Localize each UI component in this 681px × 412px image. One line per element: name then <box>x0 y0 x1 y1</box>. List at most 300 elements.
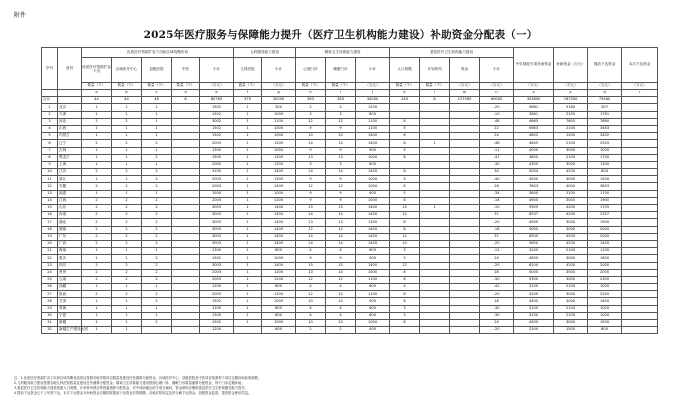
row-cell <box>172 284 200 291</box>
row-cell: 5200 <box>514 291 554 298</box>
row-cell <box>420 197 450 204</box>
row-cell: 14 <box>326 233 356 240</box>
row-cell <box>172 125 200 132</box>
index-cell: l <box>420 90 450 97</box>
row-cell: 2 <box>142 262 172 269</box>
row-cell <box>420 190 450 197</box>
row-cell <box>420 118 450 125</box>
row-cell <box>622 248 658 255</box>
row-cell: 6 <box>390 197 420 204</box>
row-cell: 1 <box>234 147 262 154</box>
row-cell: 3000 <box>554 147 588 154</box>
row-cell: 4300 <box>514 161 554 168</box>
row-cell <box>622 133 658 140</box>
row-cell: 2 <box>112 226 142 233</box>
row-region: 江西 <box>58 197 82 204</box>
row-cell: 1 <box>82 248 112 255</box>
row-cell: -12 <box>480 248 514 255</box>
row-cell: 2000 <box>588 269 622 276</box>
row-cell: 4200 <box>554 240 588 247</box>
header-region: 省份 <box>58 48 82 90</box>
row-region: 山东 <box>58 205 82 212</box>
row-cell <box>420 240 450 247</box>
row-cell <box>622 212 658 219</box>
row-cell: -42 <box>480 284 514 291</box>
row-cell: 2 <box>112 240 142 247</box>
unit-cell: 数量（个） <box>112 83 142 90</box>
row-cell: 1000 <box>262 320 296 327</box>
row-region: 河南 <box>58 212 82 219</box>
row-cell: 4500 <box>554 233 588 240</box>
row-cell: 2000 <box>588 226 622 233</box>
row-cell: 4000 <box>554 183 588 190</box>
row-cell <box>450 248 480 255</box>
row-cell <box>622 305 658 312</box>
header-group1: 优质医疗资源扩容下沉和区域均衡布局 <box>82 48 234 58</box>
row-cell: 34 <box>480 169 514 176</box>
row-cell: 1700 <box>588 154 622 161</box>
row-cell <box>622 269 658 276</box>
row-cell <box>622 111 658 118</box>
row-cell: 3100 <box>200 169 234 176</box>
row-cell: 1 <box>234 190 262 197</box>
row-cell: 1200 <box>262 176 296 183</box>
row-cell: 1 <box>142 284 172 291</box>
row-cell: 1 <box>82 320 112 327</box>
index-cell <box>42 90 58 97</box>
row-cell: 1 <box>234 233 262 240</box>
header-g2-a: 儿科医院 <box>234 58 262 83</box>
table-row <box>42 312 658 319</box>
row-cell <box>450 212 480 219</box>
row-cell: 1100 <box>588 248 622 255</box>
row-cell: 3 <box>326 111 356 118</box>
row-cell: 1 <box>112 305 142 312</box>
row-cell: 13 <box>326 219 356 226</box>
row-cell <box>420 305 450 312</box>
row-cell: 5905 <box>514 205 554 212</box>
row-cell: 12 <box>326 183 356 190</box>
row-cell <box>420 298 450 305</box>
row-region: 江苏 <box>58 169 82 176</box>
row-cell: 1 <box>142 312 172 319</box>
row-cell: 5000 <box>514 226 554 233</box>
row-cell: 2 <box>296 104 326 111</box>
row-cell <box>622 320 658 327</box>
row-cell: 10 <box>296 133 326 140</box>
row-cell: -34 <box>480 190 514 197</box>
row-cell: 3 <box>390 312 420 319</box>
table-row <box>42 197 658 204</box>
table-row <box>42 176 658 183</box>
row-cell: 12 <box>296 226 326 233</box>
total-cell: 8 <box>172 97 200 104</box>
row-cell: 1 <box>82 255 112 262</box>
table-row <box>42 219 658 226</box>
total-cell: 363 <box>296 97 326 104</box>
row-seq: 3 <box>42 118 58 125</box>
row-seq: 20 <box>42 240 58 247</box>
row-cell: 24 <box>480 320 514 327</box>
row-seq: 9 <box>42 161 58 168</box>
row-cell <box>622 262 658 269</box>
row-cell: 3000 <box>554 197 588 204</box>
table-row <box>42 276 658 283</box>
unit-cell: （万元） <box>554 83 588 90</box>
row-cell: 1 <box>234 111 262 118</box>
row-cell: 1 <box>142 104 172 111</box>
row-cell: 1 <box>112 147 142 154</box>
row-cell: 1 <box>112 104 142 111</box>
row-cell: -40 <box>480 176 514 183</box>
row-seq: 26 <box>42 284 58 291</box>
table-row <box>42 183 658 190</box>
index-cell: n <box>480 90 514 97</box>
row-cell: 1502 <box>200 298 234 305</box>
row-cell: 2100 <box>554 111 588 118</box>
row-cell: 1400 <box>262 205 296 212</box>
row-cell: 1502 <box>200 125 234 132</box>
table-row <box>42 140 658 147</box>
row-cell: -20 <box>480 104 514 111</box>
row-cell: 1 <box>82 284 112 291</box>
row-cell <box>450 140 480 147</box>
row-seq: 17 <box>42 219 58 226</box>
row-cell: 1 <box>420 205 450 212</box>
row-cell: 2000 <box>588 233 622 240</box>
row-cell <box>172 255 200 262</box>
row-cell: -10 <box>480 111 514 118</box>
row-cell: 8 <box>390 291 420 298</box>
row-cell: 2003 <box>200 291 234 298</box>
row-cell: 2 <box>142 291 172 298</box>
row-cell: 4200 <box>554 212 588 219</box>
row-cell: 28 <box>480 269 514 276</box>
row-cell <box>450 291 480 298</box>
row-cell: 1200 <box>200 327 234 334</box>
row-cell: 4 <box>296 284 326 291</box>
row-cell: 3000 <box>554 226 588 233</box>
row-cell: -48 <box>480 140 514 147</box>
footnote-line: 3.基层医疗卫生机构能力建设按照人口规模、计划单列情况等因素测算分配资金，对中西部地区给予适当倾斜，资金使用应聚焦基层医疗卫生机构服务能力提升。 <box>14 386 248 391</box>
row-seq: 25 <box>42 276 58 283</box>
table-row <box>42 118 658 125</box>
row-cell <box>450 111 480 118</box>
row-cell: 8 <box>390 183 420 190</box>
row-cell: 13 <box>296 154 326 161</box>
row-cell <box>450 104 480 111</box>
row-region: 青海 <box>58 305 82 312</box>
row-cell: 10 <box>390 240 420 247</box>
row-cell: 4200 <box>554 169 588 176</box>
row-cell <box>420 255 450 262</box>
header-group3: 精神卫生体系能力建设 <box>296 48 390 58</box>
row-cell: 9 <box>296 190 326 197</box>
row-cell: 3000 <box>554 269 588 276</box>
row-seq: 22 <box>42 255 58 262</box>
row-cell: 3200 <box>514 248 554 255</box>
row-cell: 5 <box>390 125 420 132</box>
row-cell: 2 <box>112 183 142 190</box>
row-cell: 3100 <box>514 284 554 291</box>
row-cell: 1400 <box>262 233 296 240</box>
row-cell: 1400 <box>356 233 390 240</box>
row-cell: 1000 <box>262 111 296 118</box>
unit-cell: 数量（个） <box>296 83 326 90</box>
row-cell: 4 <box>296 305 326 312</box>
row-cell: 2 <box>142 269 172 276</box>
row-cell: 9 <box>326 255 356 262</box>
row-cell: 2 <box>112 140 142 147</box>
total-cell: 60760 <box>200 97 234 104</box>
row-region: 广西 <box>58 240 82 247</box>
row-cell: -20 <box>480 291 514 298</box>
row-cell: -20 <box>480 262 514 269</box>
row-cell: 800 <box>356 161 390 168</box>
row-cell: 2 <box>82 205 112 212</box>
row-cell: 6537 <box>514 212 554 219</box>
row-cell: 2000 <box>588 262 622 269</box>
header-g1-a: 优质医疗资源扩容下沉 <box>82 58 112 83</box>
row-cell <box>450 154 480 161</box>
row-cell: 4200 <box>554 205 588 212</box>
row-cell <box>622 226 658 233</box>
row-cell: 2 <box>112 169 142 176</box>
row-cell: 4500 <box>514 320 554 327</box>
row-cell: 14 <box>326 240 356 247</box>
index-cell: j <box>356 90 390 97</box>
row-cell: 1100 <box>356 276 390 283</box>
row-cell: 1000 <box>588 284 622 291</box>
row-cell: 1 <box>234 276 262 283</box>
row-cell: 6 <box>390 320 420 327</box>
row-cell: 2000 <box>200 161 234 168</box>
row-seq: 11 <box>42 176 58 183</box>
row-cell: 2337 <box>588 212 622 219</box>
row-cell: 7680 <box>588 118 622 125</box>
row-cell <box>420 104 450 111</box>
row-cell: 3003 <box>200 205 234 212</box>
row-cell: 1 <box>112 154 142 161</box>
row-cell <box>622 284 658 291</box>
row-cell: 1502 <box>200 255 234 262</box>
unit-cell: （万元） <box>480 83 514 90</box>
row-cell: 14 <box>296 140 326 147</box>
row-cell: 13 <box>296 219 326 226</box>
row-cell: 1 <box>234 269 262 276</box>
row-cell <box>622 176 658 183</box>
row-cell: -30 <box>480 276 514 283</box>
row-cell: 6 <box>390 133 420 140</box>
row-cell: 2 <box>142 169 172 176</box>
unit-cell: 数量（个） <box>420 83 450 90</box>
table-row <box>42 133 658 140</box>
row-cell: 14 <box>326 212 356 219</box>
row-region: 浙江 <box>58 176 82 183</box>
row-cell: 3 <box>296 161 326 168</box>
row-cell: 14 <box>326 140 356 147</box>
row-seq: 18 <box>42 226 58 233</box>
row-cell: 2 <box>112 262 142 269</box>
row-cell: 12 <box>296 183 326 190</box>
total-row <box>42 97 658 104</box>
row-seq: 30 <box>42 312 58 319</box>
row-cell: 1 <box>112 125 142 132</box>
row-cell: 1 <box>234 219 262 226</box>
unit-cell: 数量（个） <box>82 83 112 90</box>
unit-cell: 数量（个） <box>390 83 420 90</box>
index-cell: r <box>622 90 658 97</box>
row-cell: 2100 <box>554 312 588 319</box>
row-cell: 1500 <box>554 327 588 334</box>
row-cell: 2 <box>82 291 112 298</box>
row-cell: 14 <box>326 169 356 176</box>
row-cell: 1200 <box>200 284 234 291</box>
header-g4-d: 小计 <box>480 58 514 83</box>
row-cell: 4 <box>326 248 356 255</box>
header-g4-c: 资金 <box>450 58 480 83</box>
row-cell: 1 <box>234 140 262 147</box>
index-cell: d <box>172 90 200 97</box>
row-cell: 1500 <box>588 320 622 327</box>
row-cell: 5000 <box>514 269 554 276</box>
row-cell: 2 <box>142 219 172 226</box>
row-cell <box>172 305 200 312</box>
row-cell: 1000 <box>588 305 622 312</box>
row-seq: 28 <box>42 298 58 305</box>
row-cell: 2 <box>296 327 326 334</box>
row-cell: 2 <box>326 327 356 334</box>
row-cell: 1 <box>234 298 262 305</box>
row-cell: 4400 <box>514 298 554 305</box>
row-seq: 12 <box>42 183 58 190</box>
row-cell: 1200 <box>554 133 588 140</box>
row-cell: 1 <box>234 255 262 262</box>
row-cell: 12 <box>326 226 356 233</box>
row-cell <box>622 233 658 240</box>
table-row <box>42 205 658 212</box>
table-row <box>42 104 658 111</box>
row-cell: 2 <box>112 219 142 226</box>
row-cell <box>172 269 200 276</box>
row-cell <box>420 291 450 298</box>
row-seq: 6 <box>42 140 58 147</box>
row-cell: 1000 <box>262 125 296 132</box>
row-cell: 2 <box>112 291 142 298</box>
row-cell <box>390 161 420 168</box>
unit-cell: （万元） <box>588 83 622 90</box>
row-cell <box>450 320 480 327</box>
row-cell: 1000 <box>356 154 390 161</box>
row-cell: 2 <box>142 255 172 262</box>
row-cell: 2 <box>142 140 172 147</box>
row-seq: 1 <box>42 104 58 111</box>
index-cell: g <box>262 90 296 97</box>
row-cell: 14 <box>296 169 326 176</box>
row-cell: 307 <box>588 104 622 111</box>
row-cell: 3000 <box>554 291 588 298</box>
row-cell: 12 <box>296 291 326 298</box>
row-cell: 2100 <box>554 284 588 291</box>
table-row <box>42 291 658 298</box>
total-cell: 79480 <box>588 97 622 104</box>
row-cell: -10 <box>480 205 514 212</box>
row-cell <box>172 111 200 118</box>
row-cell: 1900 <box>588 219 622 226</box>
row-cell <box>172 161 200 168</box>
row-cell: 1 <box>82 104 112 111</box>
row-cell: 1 <box>112 190 142 197</box>
row-cell: 9 <box>296 147 326 154</box>
row-cell: 3 <box>296 111 326 118</box>
row-cell: 600 <box>356 248 390 255</box>
row-cell <box>390 104 420 111</box>
row-cell: 3 <box>390 248 420 255</box>
row-cell: 2 <box>82 183 112 190</box>
row-cell: 1 <box>234 226 262 233</box>
row-cell <box>420 161 450 168</box>
row-cell: -18 <box>480 197 514 204</box>
row-cell: 1300 <box>200 248 234 255</box>
total-cell <box>622 97 658 104</box>
total-cell: 379 <box>234 97 262 104</box>
row-cell: 10 <box>326 320 356 327</box>
row-cell: 1 <box>82 298 112 305</box>
row-cell <box>420 262 450 269</box>
unit-cell: 数量（个） <box>142 83 172 90</box>
header-g3-b: 睡眠门诊 <box>326 58 356 83</box>
row-cell: 2100 <box>554 140 588 147</box>
row-cell: 10 <box>296 320 326 327</box>
row-cell: 1000 <box>588 147 622 154</box>
row-cell <box>420 233 450 240</box>
row-cell <box>622 125 658 132</box>
row-cell <box>450 176 480 183</box>
row-cell: 3000 <box>554 161 588 168</box>
row-cell: 2003 <box>200 183 234 190</box>
row-cell: -48 <box>480 118 514 125</box>
row-cell <box>172 219 200 226</box>
row-cell <box>172 212 200 219</box>
row-cell: -30 <box>480 312 514 319</box>
header-g1-d: 中医 <box>172 58 200 83</box>
row-cell: 1400 <box>356 226 390 233</box>
row-cell: 1 <box>234 284 262 291</box>
row-region: 四川 <box>58 262 82 269</box>
row-cell: 3000 <box>554 276 588 283</box>
row-cell: 2 <box>82 197 112 204</box>
header-g3-c: 小计 <box>356 58 390 83</box>
row-cell: 1100 <box>356 291 390 298</box>
row-cell: 1400 <box>262 212 296 219</box>
row-cell: 1 <box>112 327 142 334</box>
row-cell: 3000 <box>554 255 588 262</box>
row-cell: 2 <box>142 298 172 305</box>
row-cell: 10 <box>296 269 326 276</box>
footnote-line: 注：1.优质医疗资源扩容下沉和区域均衡布局项目按照各地申报项目数量及建设任务测算分配资金，区域医疗中心、县级医院及中医项目按照每个项目定额补助标准测算。 <box>14 376 262 380</box>
row-seq: 8 <box>42 154 58 161</box>
row-cell: 1400 <box>588 298 622 305</box>
header-group2: 儿科服务能力建设 <box>234 48 296 58</box>
row-cell: 1 <box>234 197 262 204</box>
row-cell: 4665 <box>514 118 554 125</box>
row-region: 新疆 <box>58 320 82 327</box>
row-cell <box>420 248 450 255</box>
row-cell: 900 <box>356 255 390 262</box>
row-cell: 8 <box>390 118 420 125</box>
index-cell: k <box>390 90 420 97</box>
row-cell: 3003 <box>200 240 234 247</box>
